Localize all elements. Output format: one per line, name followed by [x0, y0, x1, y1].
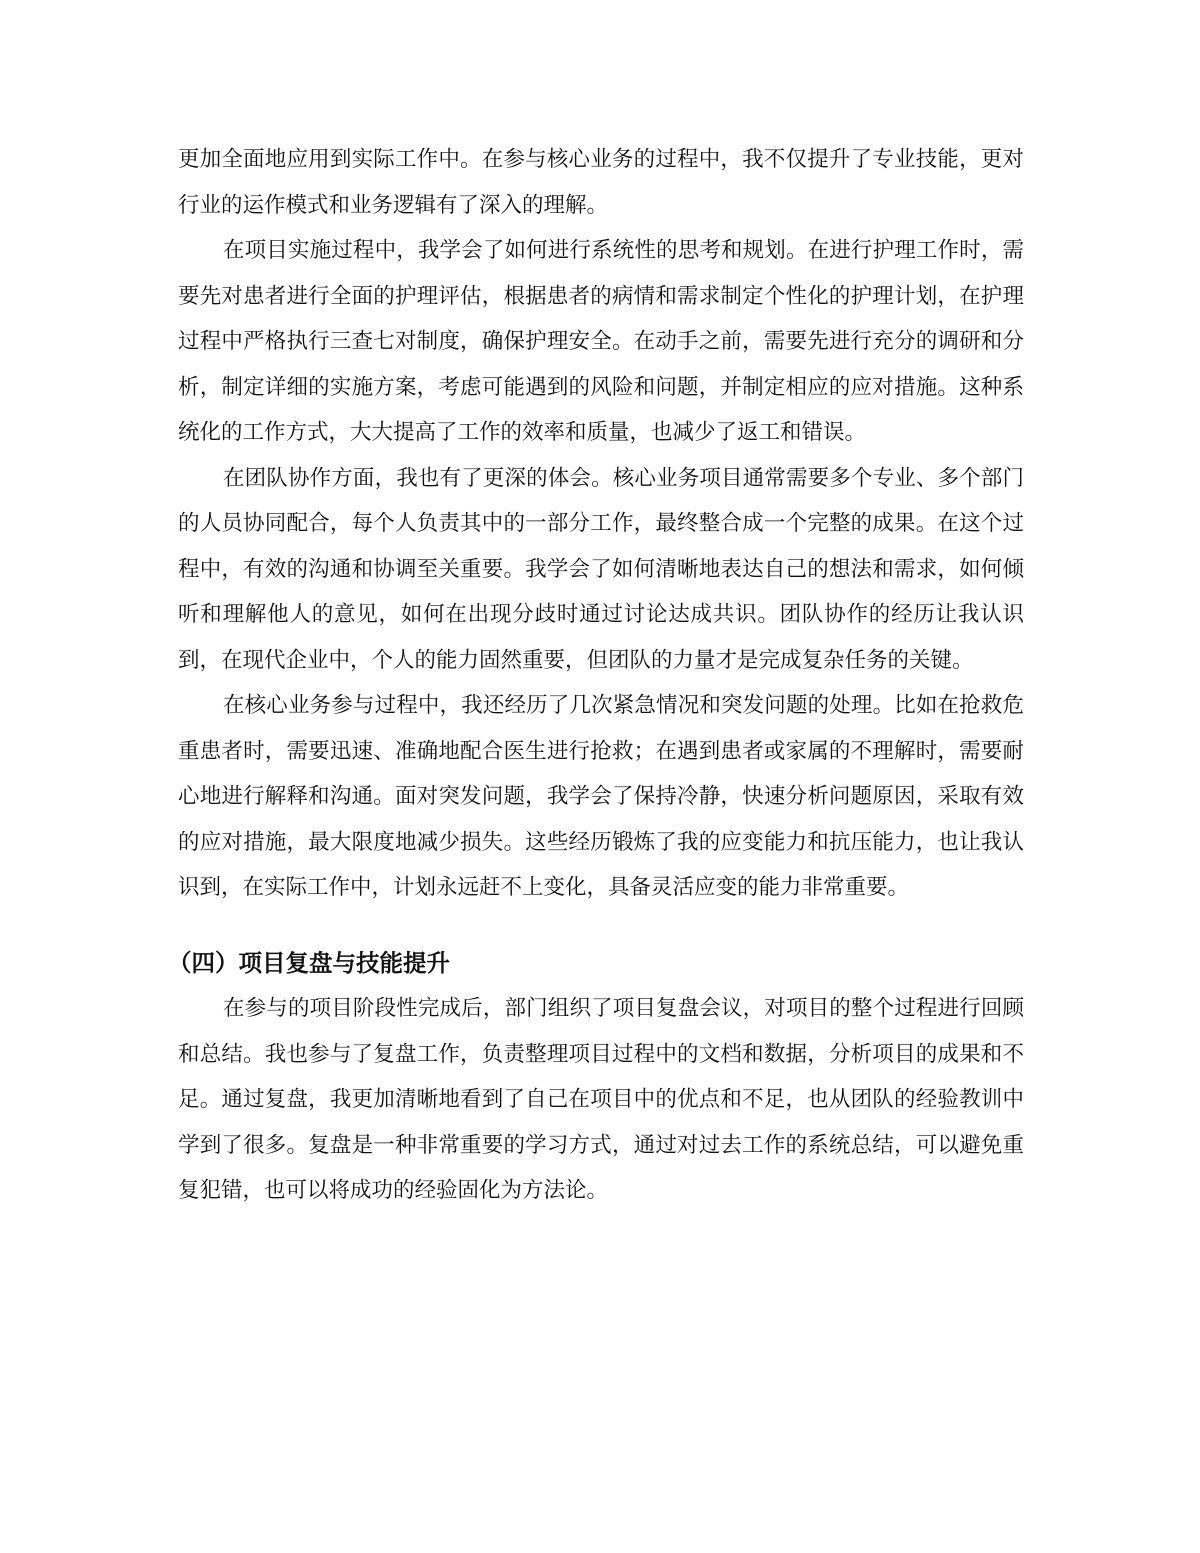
paragraph: 在核心业务参与过程中，我还经历了几次紧急情况和突发问题的处理。比如在抢救危重患者时，需要迅速、准确地配合医生进行抢救；在遇到患者或家属的不理解时，需要耐心地进行解释和沟通。面对突发问题，我学会了保持冷静，快速分析问题原因，采取有效的应对措施，最大限度地减少损失。这些经历锻炼了我的应变能力和抗压能力，也让我认识到，在实际工作中，计划永远赶不上变化，具备灵活应变的能力非常重要。: [178, 693, 1024, 900]
document-body: [168, 137, 1024, 1214]
section-heading: （四）项目复盘与技能提升: [168, 948, 450, 977]
paragraph-continued: 更加全面地应用到实际工作中。在参与核心业务的过程中，我不仅提升了专业技能，更对行业的运作模式和业务逻辑有了深入的理解。: [178, 147, 1024, 218]
paragraph: 在参与的项目阶段性完成后，部门组织了项目复盘会议，对项目的整个过程进行回顾和总结。我也参与了复盘工作，负责整理项目过程中的文档和数据，分析项目的成果和不足。通过复盘，我更加清晰地看到了自己在项目中的优点和不足，也从团队的经验教训中学到了很多。复盘是一种非常重要的学习方式，通过对过去工作的系统总结，可以避免重复犯错，也可以将成功的经验固化为方法论。: [178, 996, 1024, 1203]
paragraph: 在项目实施过程中，我学会了如何进行系统性的思考和规划。在进行护理工作时，需要先对患者进行全面的护理评估，根据患者的病情和需求制定个性化的护理计划，在护理过程中严格执行三查七对制度，确保护理安全。在动手之前，需要先进行充分的调研和分析，制定详细的实施方案，考虑可能遇到的风险和问题，并制定相应的应对措施。这种系统化的工作方式，大大提高了工作的效率和质量，也减少了返工和错误。: [178, 238, 1024, 445]
paragraph: 在团队协作方面，我也有了更深的体会。核心业务项目通常需要多个专业、多个部门的人员协同配合，每个人负责其中的一部分工作，最终整合成一个完整的成果。在这个过程中，有效的沟通和协调至关重要。我学会了如何清晰地表达自己的想法和需求，如何倾听和理解他人的意见，如何在出现分歧时通过讨论达成共识。团队协作的经历让我认识到，在现代企业中，个人的能力固然重要，但团队的力量才是完成复杂任务的关键。: [178, 465, 1024, 673]
